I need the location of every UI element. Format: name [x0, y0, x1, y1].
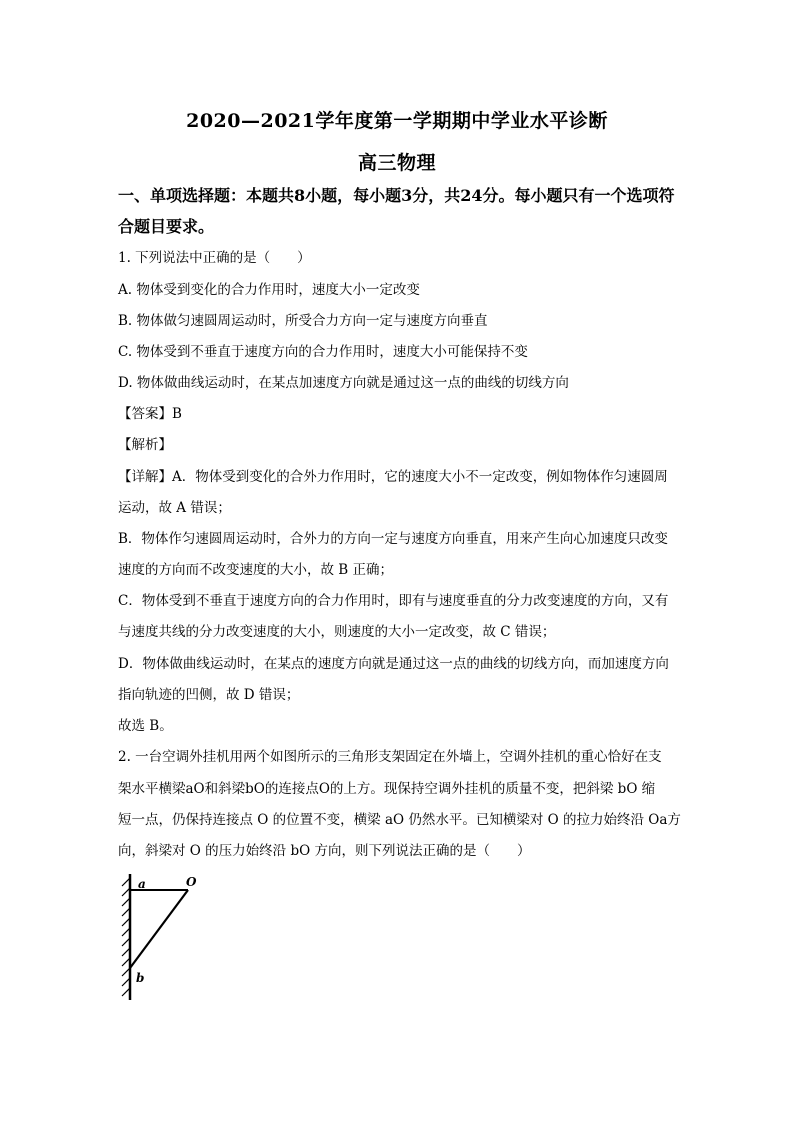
page-title: 2020—2021学年度第一学期期中学业水平诊断 [186, 110, 608, 132]
question-2-line: 架水平横梁aO和斜梁bO的连接点O的上方。现保持空调外挂机的质量不变，把斜梁 bO 缩 [118, 781, 656, 797]
question-2-line: 向，斜梁对 O 的压力始终沿 bO 方向，则下列说法正确的是（ ） [118, 843, 531, 859]
label-a: a [138, 877, 146, 891]
answer-label: 【答案】B [118, 406, 182, 422]
question-2-line: 2. 一台空调外挂机用两个如图所示的三角形支架固定在外墙上，空调外挂机的重心恰好在支 [118, 749, 662, 765]
detail-line: C．物体受到不垂直于速度方向的合力作用时，即有与速度垂直的分力改变速度的方向，又有 [118, 593, 669, 609]
section-heading-line-2: 合题目要求。 [118, 217, 215, 236]
detail-line: 指向轨迹的凹侧，故 D 错误； [118, 687, 300, 703]
bracket-diagram [118, 870, 228, 1005]
question-1-option-d: D. 物体做曲线运动时，在某点加速度方向就是通过这一点的曲线的切线方向 [118, 375, 569, 391]
detail-line: D．物体做曲线运动时，在某点的速度方向就是通过这一点的曲线的切线方向，而加速度方向 [118, 656, 669, 672]
analysis-label: 【解析】 [118, 437, 172, 453]
page-subtitle: 高三物理 [357, 152, 436, 174]
detail-line: 故选 B。 [118, 718, 173, 734]
section-heading-line-1: 一、单项选择题：本题共8小题，每小题3分，共24分。每小题只有一个选项符 [118, 186, 675, 205]
detail-line: 【详解】A．物体受到变化的合外力作用时，它的速度大小不一定改变，例如物体作匀速圆周 [118, 469, 668, 485]
detail-line: B．物体作匀速圆周运动时，合外力的方向一定与速度方向垂直，用来产生向心加速度只改变 [118, 531, 668, 547]
detail-line: 运动，故 A 错误； [118, 500, 231, 516]
label-o: O [186, 875, 197, 889]
question-2-line: 短一点，仍保持连接点 O 的位置不变，横梁 aO 仍然水平。已知横梁对 O 的拉力始终沿 Oa方 [118, 812, 681, 828]
detail-line: 与速度共线的分力改变速度的大小，则速度的大小一定改变，故 C 错误； [118, 624, 556, 640]
beam-bo [130, 890, 188, 968]
section-heading [118, 180, 698, 242]
question-1-stem: 1. 下列说法中正确的是（ ） [118, 250, 311, 266]
label-b: b [136, 971, 145, 985]
question-1-option-c: C. 物体受到不垂直于速度方向的合力作用时，速度大小可能保持不变 [118, 344, 528, 360]
question-1-option-a: A. 物体受到变化的合力作用时，速度大小一定改变 [118, 282, 420, 298]
detail-line: 速度的方向而不改变速度的大小，故 B 正确； [118, 562, 394, 578]
question-1-option-b: B. 物体做匀速圆周运动时，所受合力方向一定与速度方向垂直 [118, 313, 488, 329]
